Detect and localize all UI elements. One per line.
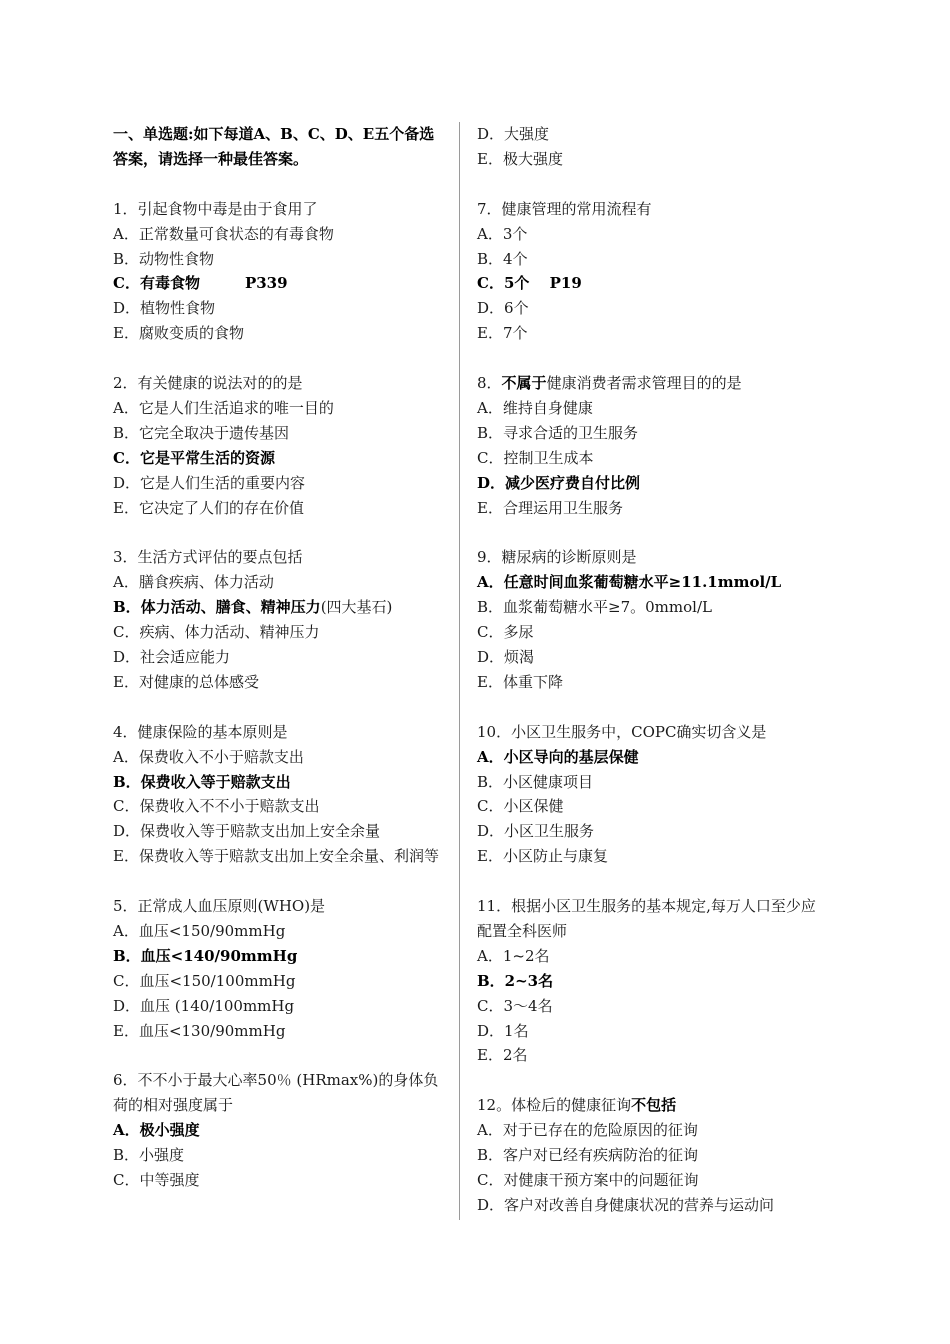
spacer <box>113 869 445 894</box>
answer-option <box>113 421 445 446</box>
option-text: E．2名 <box>477 1046 528 1065</box>
answer-option-correct <box>477 745 822 770</box>
question-block <box>477 894 822 1068</box>
option-text: D．客户对改善自身健康状况的营养与运动问 <box>477 1195 775 1214</box>
option-text: E．保费收入等于赔款支出加上安全余量、利润等 <box>113 847 439 866</box>
answer-option-correct <box>477 471 822 496</box>
answer-option <box>477 994 822 1019</box>
option-text: B．血压<140/90mmHg <box>113 946 298 965</box>
answer-option <box>113 745 445 770</box>
option-text: E．7个 <box>477 324 528 343</box>
question-stem: 6．不不小于最大心率50％ (HRmax%)的身体负荷的相对强度属于 <box>113 1071 439 1115</box>
answer-option <box>477 1019 822 1044</box>
answer-option <box>477 496 822 521</box>
option-text: B．4个 <box>477 249 528 268</box>
option-text: A．任意时间血浆葡萄糖水平≥11.1mmol/L <box>477 573 782 592</box>
question-block <box>477 197 822 346</box>
question-stem: 11．根据小区卫生服务的基本规定,每万人口至少应配置全科医师 <box>477 897 816 940</box>
spacer <box>477 346 822 371</box>
option-text: E．合理运用卫生服务 <box>477 498 623 517</box>
option-text: B．客户对已经有疾病防治的征询 <box>477 1146 699 1165</box>
answer-option <box>477 296 822 321</box>
answer-option <box>477 944 822 969</box>
answer-option-correct <box>477 271 822 296</box>
answer-option <box>477 446 822 471</box>
spacer <box>113 172 445 197</box>
question-stem: 5．正常成人血压原则(WHO)是 <box>113 897 326 916</box>
option-text: A．对于已存在的危险原因的征询 <box>477 1121 698 1140</box>
question-block <box>113 545 445 694</box>
option-text: D．它是人们生活的重要内容 <box>113 473 306 492</box>
answer-option <box>477 595 822 620</box>
question-stem: 4．健康保险的基本原则是 <box>113 722 288 741</box>
option-text: D．保费收入等于赔款支出加上安全余量 <box>113 822 381 841</box>
answer-option <box>477 147 822 172</box>
question-block <box>113 894 445 1043</box>
answer-option <box>477 222 822 247</box>
option-text: B．体力活动、膳食、精神压力 <box>113 598 321 617</box>
question-block <box>477 545 822 694</box>
option-text: B．血浆葡萄糖水平≥7。0mmol/L <box>477 598 712 617</box>
option-text: A．极小强度 <box>113 1121 200 1140</box>
option-text: C．保费收入不不小于赔款支出 <box>113 797 320 816</box>
answer-option-correct <box>477 969 822 994</box>
answer-option <box>477 247 822 272</box>
spacer <box>113 1043 445 1068</box>
option-text: A．维持自身健康 <box>477 398 593 417</box>
answer-option <box>113 570 445 595</box>
answer-option <box>113 670 445 695</box>
answer-option <box>477 122 822 147</box>
answer-option-correct <box>477 570 822 595</box>
answer-option <box>113 1019 445 1044</box>
option-text: B．它完全取决于遗传基因 <box>113 423 290 442</box>
answer-option <box>477 1168 822 1193</box>
option-text: D．6个 <box>477 299 529 318</box>
answer-option <box>477 1118 822 1143</box>
option-text: D．血压 (140/100mmHg <box>113 996 295 1015</box>
section-heading: 一、单选题:如下每道A、B、C、D、E五个备选答案，请选择一种最佳答案。 <box>113 125 435 168</box>
option-text: C．疾病、体力活动、精神压力 <box>113 623 320 642</box>
answer-option-correct <box>113 944 445 969</box>
answer-option <box>477 620 822 645</box>
answer-option <box>113 969 445 994</box>
option-text: B．小区健康项目 <box>477 772 594 791</box>
option-text: B．动物性食物 <box>113 249 215 268</box>
option-text: C．它是平常生活的资源 <box>113 448 275 467</box>
spacer <box>113 346 445 371</box>
left-column <box>113 122 445 1193</box>
option-text: A．它是人们生活追求的唯一目的 <box>113 398 334 417</box>
option-text: D．1名 <box>477 1021 529 1040</box>
option-text: B．保费收入等于赔款支出 <box>113 772 291 791</box>
answer-option <box>113 1168 445 1193</box>
question-stem: 10．小区卫生服务中，COPC确实切含义是 <box>477 722 767 741</box>
option-text: E．腐败变质的食物 <box>113 324 244 343</box>
option-text: A．保费收入不小于赔款支出 <box>113 747 304 766</box>
answer-option <box>477 321 822 346</box>
question-block <box>477 1093 822 1218</box>
option-text: A．正常数量可食状态的有毒食物 <box>113 224 334 243</box>
option-text: B．2~3名 <box>477 971 554 990</box>
question-block <box>113 720 445 869</box>
option-text: C．血压<150/100mmHg <box>113 971 296 990</box>
answer-option <box>113 620 445 645</box>
option-text: E．血压<130/90mmHg <box>113 1021 286 1040</box>
question-block <box>477 371 822 520</box>
answer-option <box>113 296 445 321</box>
answer-option-correct <box>113 595 445 620</box>
answer-option <box>477 1043 822 1068</box>
option-text: E．小区防止与康复 <box>477 847 608 866</box>
answer-option <box>113 994 445 1019</box>
answer-option <box>477 645 822 670</box>
spacer <box>477 1068 822 1093</box>
option-text: E．它决定了人们的存在价值 <box>113 498 304 517</box>
option-text: B．寻求合适的卫生服务 <box>477 423 639 442</box>
option-text: E．对健康的总体感受 <box>113 672 259 691</box>
answer-option <box>113 321 445 346</box>
question-block <box>113 197 445 346</box>
spacer <box>477 869 822 894</box>
option-text: D．社会适应能力 <box>113 647 231 666</box>
option-text: D．减少医疗费自付比例 <box>477 473 641 492</box>
option-text: E．极大强度 <box>477 149 563 168</box>
option-text: A．血压<150/90mmHg <box>113 921 286 940</box>
right-column <box>477 122 822 1218</box>
answer-option <box>477 1193 822 1218</box>
question-block <box>113 1068 445 1193</box>
answer-option <box>113 645 445 670</box>
spacer <box>113 695 445 720</box>
spacer <box>113 520 445 545</box>
answer-option-correct <box>113 1118 445 1143</box>
question-stem: 3．生活方式评估的要点包括 <box>113 548 303 567</box>
answer-option-correct <box>113 271 445 296</box>
column-divider <box>459 122 460 1220</box>
answer-option <box>477 1143 822 1168</box>
spacer <box>477 695 822 720</box>
option-text: C．有毒食物 P339 <box>113 274 288 293</box>
option-text: B．小强度 <box>113 1146 185 1165</box>
answer-option <box>477 396 822 421</box>
option-text: C．对健康干预方案中的问题征询 <box>477 1170 699 1189</box>
answer-option <box>113 844 445 869</box>
answer-option <box>477 794 822 819</box>
spacer <box>477 520 822 545</box>
spacer <box>477 172 822 197</box>
question-block <box>113 371 445 520</box>
question-stem: 7．健康管理的常用流程有 <box>477 199 652 218</box>
answer-option-correct <box>113 770 445 795</box>
option-text: C．控制卫生成本 <box>477 448 594 467</box>
answer-option <box>113 1143 445 1168</box>
option-text: C．5个 P19 <box>477 274 582 293</box>
option-text: C．3～4名 <box>477 996 553 1015</box>
question-stem: 12。体检后的健康征询不包括 <box>477 1096 677 1115</box>
question-stem: 1．引起食物中毒是由于食用了 <box>113 199 318 218</box>
question-stem: 2．有关健康的说法对的的是 <box>113 374 303 393</box>
option-text: A．3个 <box>477 224 528 243</box>
option-note: (四大基石) <box>320 598 393 617</box>
answer-option-correct <box>113 446 445 471</box>
answer-option <box>477 844 822 869</box>
option-text: C．小区保健 <box>477 797 564 816</box>
answer-option <box>113 794 445 819</box>
option-text: E．体重下降 <box>477 672 563 691</box>
option-text: C．中等强度 <box>113 1170 200 1189</box>
answer-option <box>113 396 445 421</box>
answer-option <box>477 670 822 695</box>
answer-option <box>113 496 445 521</box>
option-text: A．膳食疾病、体力活动 <box>113 573 274 592</box>
option-text: A．小区导向的基层保健 <box>477 747 639 766</box>
question-block <box>477 122 822 172</box>
answer-option <box>113 247 445 272</box>
answer-option <box>113 919 445 944</box>
answer-option <box>113 819 445 844</box>
question-block <box>477 720 822 869</box>
option-text: A．1~2名 <box>477 946 550 965</box>
option-text: D．烦渴 <box>477 647 535 666</box>
answer-option <box>477 819 822 844</box>
question-stem: 8．不属于健康消费者需求管理目的的是 <box>477 374 742 393</box>
answer-option <box>113 471 445 496</box>
answer-option <box>477 421 822 446</box>
answer-option <box>113 222 445 247</box>
option-text: D．大强度 <box>477 125 550 143</box>
option-text: C．多尿 <box>477 623 534 642</box>
option-text: D．植物性食物 <box>113 299 216 318</box>
answer-option <box>477 770 822 795</box>
option-text: D．小区卫生服务 <box>477 822 595 841</box>
question-stem: 9．糖尿病的诊断原则是 <box>477 548 637 567</box>
